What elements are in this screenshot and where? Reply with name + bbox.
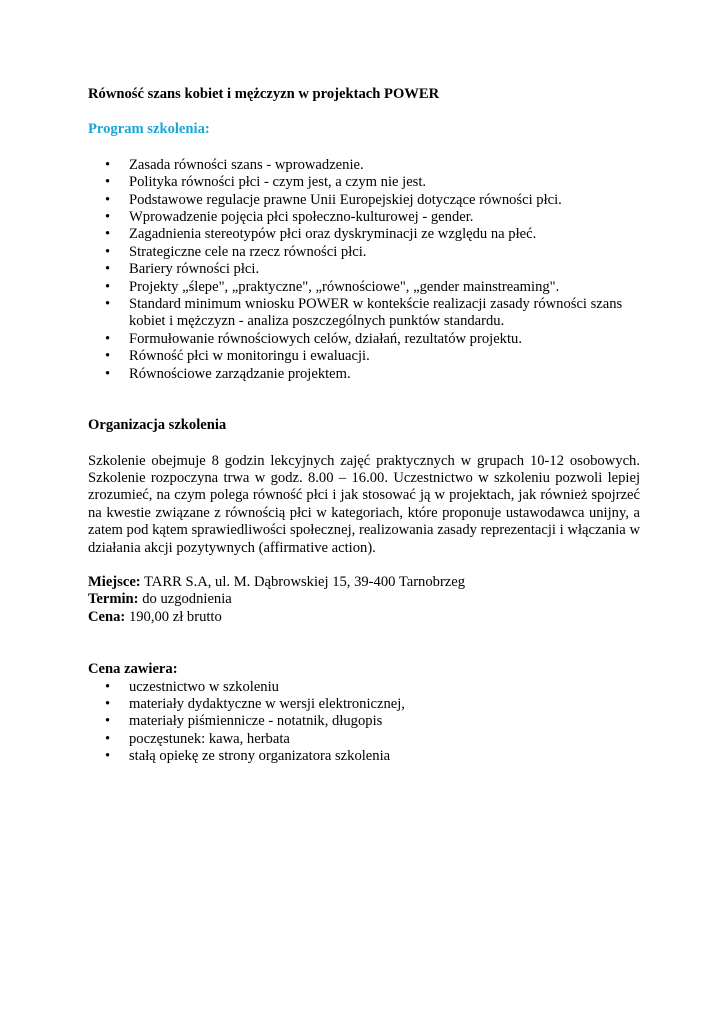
program-item: • Równość płci w monitoringu i ewaluacji.	[88, 348, 640, 365]
term-line	[88, 591, 640, 608]
program-item: • Standard minimum wniosku POWER w kontekście realizacji zasady równości szans kobiet i mężczyzn - analiza poszczególnych punktów standardu.	[88, 296, 640, 331]
program-heading: Program szkolenia:	[88, 121, 210, 138]
program-list	[88, 157, 640, 383]
includes-item: • materiały dydaktyczne w wersji elektronicznej,	[88, 696, 640, 713]
document-title: Równość szans kobiet i mężczyzn w projektach POWER	[88, 86, 440, 102]
price-value: 190,00 zł brutto	[125, 608, 222, 625]
program-item: • Zagadnienia stereotypów płci oraz dyskryminacji ze względu na płeć.	[88, 226, 640, 243]
includes-item: • poczęstunek: kawa, herbata	[88, 731, 640, 748]
program-item: • Projekty „ślepe", „praktyczne", „równościowe", „gender mainstreaming".	[88, 279, 640, 296]
program-item: • Zasada równości szans - wprowadzenie.	[88, 157, 640, 174]
term-label: Termin:	[88, 591, 139, 608]
program-item: • Strategiczne cele na rzecz równości płci.	[88, 244, 640, 261]
place-label: Miejsce:	[88, 573, 141, 590]
term-value: do uzgodnienia	[138, 591, 232, 608]
organization-heading: Organizacja szkolenia	[88, 417, 227, 434]
document-content	[88, 86, 640, 766]
includes-item: • uczestnictwo w szkoleniu	[88, 679, 640, 696]
program-item: • Równościowe zarządzanie projektem.	[88, 366, 640, 383]
includes-heading: Cena zawiera:	[88, 661, 178, 678]
includes-item: • stałą opiekę ze strony organizatora szkolenia	[88, 748, 640, 765]
place-line	[88, 574, 640, 591]
info-block	[88, 574, 640, 626]
price-line	[88, 609, 640, 626]
place-value: TARR S.A, ul. M. Dąbrowskiej 15, 39-400 Tarnobrzeg	[140, 573, 466, 590]
program-item: • Podstawowe regulacje prawne Unii Europejskiej dotyczące równości płci.	[88, 192, 640, 209]
program-item: • Bariery równości płci.	[88, 261, 640, 278]
includes-item: • materiały piśmiennicze - notatnik, długopis	[88, 713, 640, 730]
organization-text: Szkolenie obejmuje 8 godzin lekcyjnych zajęć praktycznych w grupach 10-12 osobowych. Szkolenie rozpoczyna trwa w godz. 8.00 – 16.00. Uczestnictwo w szkoleniu pozwoli lepiej zrozumieć, na czym polega równość płci i jak stosować ją w projektach, jak również spojrzeć na kwestie związane z równością płci w kategoriach, które proponuje ustawodawca unijny, a zatem pod kątem sprawiedliwości społecznej, realizowania zasady reprezentacji i włączania w działania akcji pozytywnych (affirmative action).	[88, 452, 640, 556]
program-item: • Polityka równości płci - czym jest, a czym nie jest.	[88, 174, 640, 191]
includes-list	[88, 679, 640, 766]
program-item: • Wprowadzenie pojęcia płci społeczno-kulturowej - gender.	[88, 209, 640, 226]
price-label: Cena:	[88, 608, 126, 625]
program-item: • Formułowanie równościowych celów, działań, rezultatów projektu.	[88, 331, 640, 348]
